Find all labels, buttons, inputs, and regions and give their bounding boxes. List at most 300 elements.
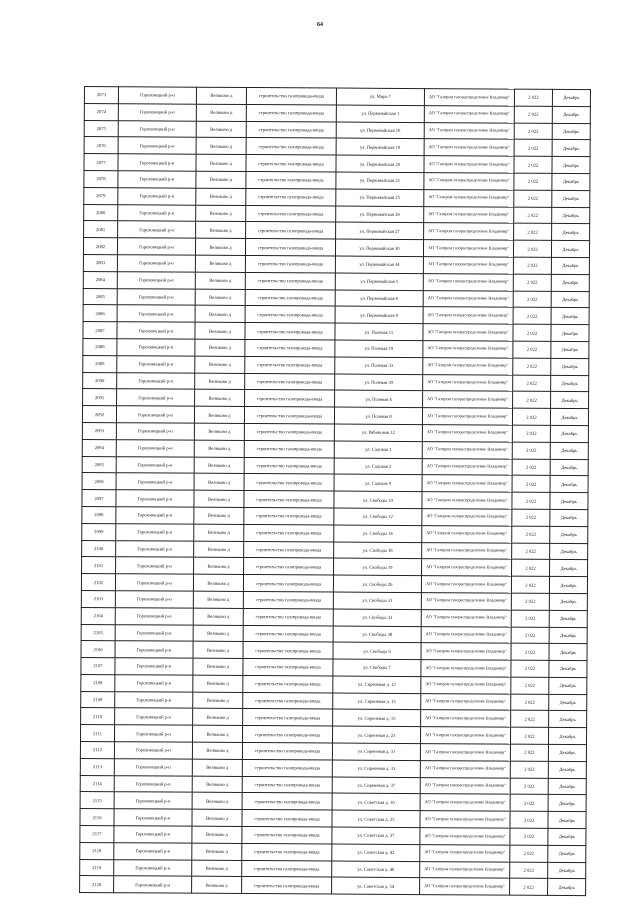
cell-number: 2120 [80, 876, 114, 893]
cell-year: 2 022 [513, 291, 551, 308]
cell-district: Гороховецкий р-н [115, 658, 193, 675]
cell-district: Гороховецкий р-н [117, 389, 195, 406]
cell-month: Декабрь [552, 224, 590, 241]
registry-table-body [80, 87, 591, 896]
cell-district: Гороховецкий р-н [114, 843, 192, 860]
cell-work-type: строительство газопровода-ввода [243, 692, 333, 709]
cell-year: 2 022 [510, 845, 548, 862]
cell-number: 2119 [80, 859, 114, 876]
cell-organization: АО "Газпром газораспределение Владимир" [420, 844, 510, 861]
cell-month: Декабрь [551, 241, 589, 258]
cell-organization: АО "Газпром газораспределение Владимир" [424, 139, 514, 156]
cell-address: ул. Садовая 1 [334, 441, 422, 458]
cell-address: ул. Советская д. 54 [332, 877, 420, 894]
cell-month: Декабрь [552, 89, 590, 106]
cell-work-type: строительство газопровода-ввода [246, 205, 336, 222]
cell-work-type: строительство газопровода-ввода [244, 457, 334, 474]
cell-address: ул. Свободы 14 [334, 525, 422, 542]
cell-address: ул. Полевая 4 [335, 390, 423, 407]
cell-district: Гороховецкий р-н [114, 725, 192, 742]
cell-year: 2 022 [510, 795, 548, 812]
cell-address: ул. Сиреневая д. 33 [332, 760, 420, 777]
cell-district: Гороховецкий р-н [116, 507, 194, 524]
cell-number: 2113 [80, 758, 114, 775]
cell-settlement: Великово д [193, 658, 243, 675]
cell-address: ул. Первомайская 19 [336, 138, 424, 155]
cell-settlement: Великово д [194, 557, 244, 574]
cell-organization: АО "Газпром газораспределение Владимир" [423, 391, 513, 408]
cell-district: Гороховецкий р-н [116, 523, 194, 540]
cell-organization: АО "Газпром газораспределение Владимир" [421, 693, 511, 710]
cell-address: ул. Свободы 38 [333, 626, 421, 643]
table-row [80, 876, 586, 896]
cell-year: 2 022 [514, 173, 552, 190]
cell-work-type: строительство газопровода-ввода [243, 709, 333, 726]
cell-month: Декабрь [551, 392, 589, 409]
cell-district: Гороховецкий р-н [116, 456, 194, 473]
cell-month: Декабрь [548, 778, 586, 795]
cell-settlement: Великово д [192, 776, 242, 793]
cell-work-type: строительство газопровода-ввода [243, 675, 333, 692]
cell-organization: АО "Газпром газораспределение Владимир" [421, 609, 511, 626]
cell-settlement: Великово д [194, 440, 244, 457]
cell-organization: АО "Газпром газораспределение Владимир" [420, 794, 510, 811]
cell-year: 2 022 [514, 207, 552, 224]
cell-month: Декабрь [551, 341, 589, 358]
cell-organization: АО "Газпром газораспределение Владимир" [424, 105, 514, 122]
cell-work-type: строительство газопровода-ввода [245, 289, 335, 306]
cell-number: 2103 [81, 590, 115, 607]
cell-month: Декабрь [549, 593, 587, 610]
cell-district: Гороховецкий р-н [117, 288, 195, 305]
cell-work-type: строительство газопровода-ввода [245, 323, 335, 340]
cell-district: Гороховецкий р-н [114, 742, 192, 759]
cell-year: 2 022 [513, 257, 551, 274]
cell-address: ул. Свободы 31 [333, 592, 421, 609]
cell-work-type: строительство газопровода-ввода [244, 491, 334, 508]
cell-organization: АО "Газпром газораспределение Владимир" [423, 290, 513, 307]
cell-year: 2 022 [513, 358, 551, 375]
cell-district: Гороховецкий р-н [116, 406, 194, 423]
cell-district: Гороховецкий р-н [117, 355, 195, 372]
cell-month: Декабрь [550, 526, 588, 543]
cell-number: 2108 [81, 674, 115, 691]
cell-month: Декабрь [550, 442, 588, 459]
cell-year: 2 022 [511, 677, 549, 694]
cell-year: 2 022 [511, 627, 549, 644]
cell-address: ул. Свободы 6 [333, 642, 421, 659]
cell-year: 2 022 [513, 274, 551, 291]
cell-organization: АО "Газпром газораспределение Владимир" [422, 425, 512, 442]
cell-month: Декабрь [548, 862, 586, 879]
cell-year: 2 022 [514, 123, 552, 140]
cell-year: 2 022 [510, 727, 548, 744]
cell-address: ул. Свободы 33 [333, 609, 421, 626]
cell-number: 2096 [82, 473, 116, 490]
cell-address: ул. Сиреневая д. 37 [332, 777, 420, 794]
cell-district: Гороховецкий р-н [115, 574, 193, 591]
cell-year: 2 022 [513, 341, 551, 358]
cell-address: ул. Первомайская 25 [336, 189, 424, 206]
cell-work-type: строительство газопровода-ввода [242, 776, 332, 793]
cell-year: 2 022 [514, 224, 552, 241]
cell-address: ул. Свободы 18 [334, 542, 422, 559]
cell-organization: АО "Газпром газораспределение Владимир" [422, 508, 512, 525]
cell-work-type: строительство газопровода-ввода [243, 642, 333, 659]
cell-district: Гороховецкий р-н [118, 221, 196, 238]
cell-settlement: Великово д [194, 406, 244, 423]
cell-settlement: Великово д [192, 826, 242, 843]
cell-address: ул. Садовая 9 [334, 474, 422, 491]
cell-month: Декабрь [551, 308, 589, 325]
cell-work-type: строительство газопровода-ввода [246, 87, 336, 104]
cell-work-type: строительство газопровода-ввода [242, 877, 332, 894]
cell-work-type: строительство газопровода-ввода [245, 272, 335, 289]
cell-year: 2 022 [512, 459, 550, 476]
cell-month: Декабрь [550, 560, 588, 577]
cell-year: 2 022 [513, 391, 551, 408]
cell-month: Декабрь [548, 845, 586, 862]
cell-month: Декабрь [551, 375, 589, 392]
cell-address: ул. Первомайская 30 [335, 239, 423, 256]
cell-work-type: строительство газопровода-ввода [242, 810, 332, 827]
cell-year: 2 022 [511, 694, 549, 711]
cell-address: ул. Советская д. 10 [332, 793, 420, 810]
cell-work-type: строительство газопровода-ввода [246, 222, 336, 239]
cell-organization: АО "Газпром газораспределение Владимир" [423, 257, 513, 274]
cell-month: Декабрь [550, 476, 588, 493]
cell-settlement: Великово д [192, 759, 242, 776]
cell-organization: АО "Газпром газораспределение Владимир" [421, 660, 511, 677]
cell-organization: АО "Газпром газораспределение Владимир" [420, 760, 510, 777]
cell-number: 2084 [83, 271, 117, 288]
cell-work-type: строительство газопровода-ввода [243, 608, 333, 625]
cell-month: Декабрь [550, 408, 588, 425]
cell-district: Гороховецкий р-н [115, 591, 193, 608]
cell-address: ул. Свободы 26 [333, 575, 421, 592]
cell-organization: АО "Газпром газораспределение Владимир" [423, 273, 513, 290]
cell-number: 2104 [81, 607, 115, 624]
cell-address: ул. Свободы 7 [333, 659, 421, 676]
cell-organization: АО "Газпром газораспределение Владимир" [424, 189, 514, 206]
cell-address: ул. Полевая 19 [335, 340, 423, 357]
cell-work-type: строительство газопровода-ввода [242, 843, 332, 860]
cell-work-type: строительство газопровода-ввода [245, 255, 335, 272]
cell-number: 2099 [82, 523, 116, 540]
cell-organization: АО "Газпром газораспределение Владимир" [422, 559, 512, 576]
cell-month: Декабрь [552, 157, 590, 174]
cell-district: Гороховецкий р-н [115, 691, 193, 708]
cell-number: 2086 [83, 305, 117, 322]
cell-month: Декабрь [548, 812, 586, 829]
cell-month: Декабрь [552, 190, 590, 207]
cell-address: ул. Советская д. 37 [332, 827, 420, 844]
cell-address: ул. Первомайская 5 [335, 273, 423, 290]
cell-organization: АО "Газпром газораспределение Владимир" [420, 878, 510, 895]
cell-district: Гороховецкий р-н [114, 759, 192, 776]
cell-organization: АО "Газпром газораспределение Владимир" [422, 525, 512, 542]
cell-address: ул. Первомайская 9 [335, 306, 423, 323]
cell-month: Декабрь [551, 291, 589, 308]
cell-district: Гороховецкий р-н [118, 187, 196, 204]
cell-work-type: строительство газопровода-ввода [244, 440, 334, 457]
cell-district: Гороховецкий р-н [114, 876, 192, 893]
cell-settlement: Великово д [193, 641, 243, 658]
cell-year: 2 022 [512, 559, 550, 576]
cell-settlement: Великово д [195, 289, 245, 306]
cell-settlement: Великово д [192, 742, 242, 759]
cell-number: 2075 [84, 120, 118, 137]
cell-work-type: строительство газопровода-ввода [245, 356, 335, 373]
cell-settlement: Великово д [193, 608, 243, 625]
cell-month: Декабрь [550, 543, 588, 560]
cell-year: 2 022 [512, 442, 550, 459]
cell-address: ул. Первомайская 16 [336, 122, 424, 139]
cell-district: Гороховецкий р-н [118, 137, 196, 154]
cell-number: 2074 [84, 103, 118, 120]
cell-month: Декабрь [552, 140, 590, 157]
cell-work-type: строительство газопровода-ввода [245, 239, 335, 256]
cell-work-type: строительство газопровода-ввода [242, 726, 332, 743]
cell-year: 2 022 [510, 811, 548, 828]
cell-settlement: Великово д [193, 709, 243, 726]
cell-month: Декабрь [548, 795, 586, 812]
cell-month: Декабрь [549, 644, 587, 661]
cell-work-type: строительство газопровода-ввода [245, 390, 335, 407]
cell-organization: АО "Газпром газораспределение Владимир" [423, 324, 513, 341]
cell-work-type: строительство газопровода-ввода [242, 827, 332, 844]
cell-work-type: строительство газопровода-ввода [245, 306, 335, 323]
cell-address: ул. Первомайская 27 [336, 222, 424, 239]
cell-year: 2 022 [510, 862, 548, 879]
cell-settlement: Великово д [193, 675, 243, 692]
cell-year: 2 022 [513, 324, 551, 341]
cell-year: 2 022 [514, 156, 552, 173]
cell-district: Гороховецкий р-н [116, 557, 194, 574]
cell-settlement: Великово д [195, 373, 245, 390]
cell-address: ул. Сиреневая д. 15 [333, 710, 421, 727]
cell-settlement: Великово д [196, 188, 246, 205]
cell-work-type: строительство газопровода-ввода [242, 860, 332, 877]
cell-organization: АО "Газпром газораспределение Владимир" [420, 811, 510, 828]
cell-month: Декабрь [550, 492, 588, 509]
cell-number: 2105 [81, 624, 115, 641]
cell-settlement: Великово д [196, 222, 246, 239]
cell-settlement: Великово д [192, 860, 242, 877]
cell-number: 2112 [80, 742, 114, 759]
cell-settlement: Великово д [196, 154, 246, 171]
cell-settlement: Великово д [193, 591, 243, 608]
cell-address: ул. Первомайская 20 [336, 155, 424, 172]
cell-number: 2093 [82, 422, 116, 439]
cell-month: Декабрь [552, 173, 590, 190]
cell-month: Декабрь [549, 576, 587, 593]
cell-district: Гороховецкий р-н [117, 305, 195, 322]
cell-number: 2118 [80, 842, 114, 859]
cell-work-type: строительство газопровода-ввода [246, 138, 336, 155]
cell-year: 2 022 [511, 610, 549, 627]
cell-settlement: Великово д [194, 507, 244, 524]
cell-organization: АО "Газпром газораспределение Владимир" [423, 307, 513, 324]
cell-organization: АО "Газпром газораспределение Владимир" [424, 206, 514, 223]
cell-month: Декабрь [551, 325, 589, 342]
cell-number: 2100 [82, 540, 116, 557]
cell-number: 2087 [83, 322, 117, 339]
cell-organization: АО "Газпром газораспределение Владимир" [421, 626, 511, 643]
cell-organization: АО "Газпром газораспределение Владимир" [421, 576, 511, 593]
cell-address: ул. Сиреневая д. 12 [333, 676, 421, 693]
cell-year: 2 022 [511, 711, 549, 728]
cell-organization: АО "Газпром газораспределение Владимир" [421, 676, 511, 693]
cell-district: Гороховецкий р-н [118, 154, 196, 171]
cell-month: Декабрь [548, 744, 586, 761]
cell-organization: АО "Газпром газораспределение Владимир" [421, 710, 511, 727]
cell-organization: АО "Газпром газораспределение Владимир" [422, 408, 512, 425]
cell-address: ул. Первомайская 34 [335, 256, 423, 273]
cell-settlement: Великово д [192, 725, 242, 742]
cell-month: Декабрь [549, 694, 587, 711]
cell-district: Гороховецкий р-н [116, 490, 194, 507]
cell-organization: АО "Газпром газораспределение Владимир" [424, 122, 514, 139]
cell-year: 2 022 [511, 576, 549, 593]
cell-organization: АО "Газпром газораспределение Владимир" [422, 441, 512, 458]
cell-settlement: Великово д [195, 390, 245, 407]
cell-work-type: строительство газопровода-ввода [242, 743, 332, 760]
cell-number: 2101 [82, 557, 116, 574]
cell-year: 2 022 [510, 761, 548, 778]
cell-district: Гороховецкий р-н [115, 675, 193, 692]
cell-year: 2 022 [511, 643, 549, 660]
cell-number: 2091 [83, 389, 117, 406]
cell-settlement: Великово д [194, 474, 244, 491]
cell-number: 2097 [82, 490, 116, 507]
cell-number: 2116 [80, 809, 114, 826]
cell-number: 2076 [84, 137, 118, 154]
cell-district: Гороховецкий р-н [114, 792, 192, 809]
cell-number: 2092 [82, 406, 116, 423]
cell-year: 2 022 [512, 526, 550, 543]
cell-district: Гороховецкий р-н [114, 809, 192, 826]
cell-year: 2 022 [512, 509, 550, 526]
cell-district: Гороховецкий р-н [115, 708, 193, 725]
cell-district: Гороховецкий р-н [114, 775, 192, 792]
cell-district: Гороховецкий р-н [118, 104, 196, 121]
cell-work-type: строительство газопровода-ввода [242, 793, 332, 810]
cell-organization: АО "Газпром газораспределение Владимир" [421, 592, 511, 609]
cell-year: 2 022 [513, 375, 551, 392]
cell-year: 2 022 [512, 475, 550, 492]
cell-district: Гороховецкий р-н [116, 473, 194, 490]
cell-number: 2117 [80, 826, 114, 843]
cell-settlement: Великово д [195, 322, 245, 339]
cell-work-type: строительство газопровода-ввода [246, 171, 336, 188]
cell-district: Гороховецкий р-н [117, 255, 195, 272]
cell-month: Декабрь [552, 123, 590, 140]
cell-number: 2079 [84, 187, 118, 204]
cell-year: 2 022 [514, 190, 552, 207]
cell-district: Гороховецкий р-н [117, 372, 195, 389]
cell-year: 2 022 [511, 593, 549, 610]
cell-number: 2110 [81, 708, 115, 725]
cell-address: ул. Полевая 11 [335, 323, 423, 340]
cell-settlement: Великово д [196, 121, 246, 138]
cell-district: Гороховецкий р-н [115, 624, 193, 641]
cell-settlement: Великово д [195, 272, 245, 289]
cell-organization: АО "Газпром газораспределение Владимир" [422, 492, 512, 509]
cell-settlement: Великово д [196, 87, 246, 104]
cell-work-type: строительство газопровода-ввода [243, 625, 333, 642]
cell-month: Декабрь [548, 761, 586, 778]
cell-organization: АО "Газпром газораспределение Владимир" [421, 643, 511, 660]
cell-organization: АО "Газпром газораспределение Владимир" [424, 223, 514, 240]
cell-work-type: строительство газопровода-ввода [245, 339, 335, 356]
cell-organization: АО "Газпром газораспределение Владимир" [423, 357, 513, 374]
cell-month: Декабрь [549, 627, 587, 644]
cell-year: 2 022 [513, 240, 551, 257]
cell-number: 2114 [80, 775, 114, 792]
cell-month: Декабрь [552, 106, 590, 123]
cell-organization: АО "Газпром газораспределение Владимир" [424, 156, 514, 173]
cell-settlement: Великово д [194, 541, 244, 558]
registry-table [79, 86, 591, 896]
cell-address: ул. Первомайская 26 [336, 206, 424, 223]
cell-district: Гороховецкий р-н [116, 423, 194, 440]
cell-address: ул. Сиреневая д. 13 [333, 693, 421, 710]
cell-year: 2 022 [512, 492, 550, 509]
cell-district: Гороховецкий р-н [115, 607, 193, 624]
cell-month: Декабрь [550, 425, 588, 442]
cell-year: 2 022 [512, 425, 550, 442]
cell-month: Декабрь [552, 207, 590, 224]
cell-settlement: Великово д [196, 138, 246, 155]
cell-address: ул. Свободы 10 [334, 491, 422, 508]
cell-address: ул. Первомайская 6 [335, 290, 423, 307]
cell-address: ул. Сиреневая д. 31 [332, 743, 420, 760]
cell-number: 2080 [84, 204, 118, 221]
cell-settlement: Великово д [196, 104, 246, 121]
cell-year: 2 022 [512, 408, 550, 425]
cell-number: 2089 [83, 355, 117, 372]
cell-work-type: строительство газопровода-ввода [242, 759, 332, 776]
cell-district: Гороховецкий р-н [118, 120, 196, 137]
cell-district: Гороховецкий р-н [114, 826, 192, 843]
cell-address: ул. Свободы 12 [334, 508, 422, 525]
cell-work-type: строительство газопровода-ввода [244, 423, 334, 440]
cell-month: Декабрь [550, 509, 588, 526]
cell-district: Гороховецкий р-н [117, 322, 195, 339]
cell-year: 2 022 [510, 778, 548, 795]
cell-organization: АО "Газпром газораспределение Владимир" [423, 341, 513, 358]
cell-number: 2088 [83, 338, 117, 355]
cell-address: ул. Первомайская 1 [336, 105, 424, 122]
cell-settlement: Великово д [194, 423, 244, 440]
cell-address: ул. Садовая 2 [334, 458, 422, 475]
cell-settlement: Великово д [192, 877, 242, 894]
cell-number: 2111 [80, 725, 114, 742]
cell-settlement: Великово д [193, 574, 243, 591]
cell-district: Гороховецкий р-н [117, 271, 195, 288]
cell-number: 2078 [84, 170, 118, 187]
cell-district: Гороховецкий р-н [118, 204, 196, 221]
page-number: 64 [317, 22, 323, 28]
cell-address: ул. Советская д. 46 [332, 861, 420, 878]
cell-work-type: строительство газопровода-ввода [245, 373, 335, 390]
cell-month: Декабрь [548, 828, 586, 845]
cell-address: ул. Свободы 19 [334, 558, 422, 575]
cell-organization: АО "Газпром газораспределение Владимир" [423, 374, 513, 391]
cell-settlement: Великово д [194, 457, 244, 474]
cell-address: ул. Первомайская 21 [336, 172, 424, 189]
